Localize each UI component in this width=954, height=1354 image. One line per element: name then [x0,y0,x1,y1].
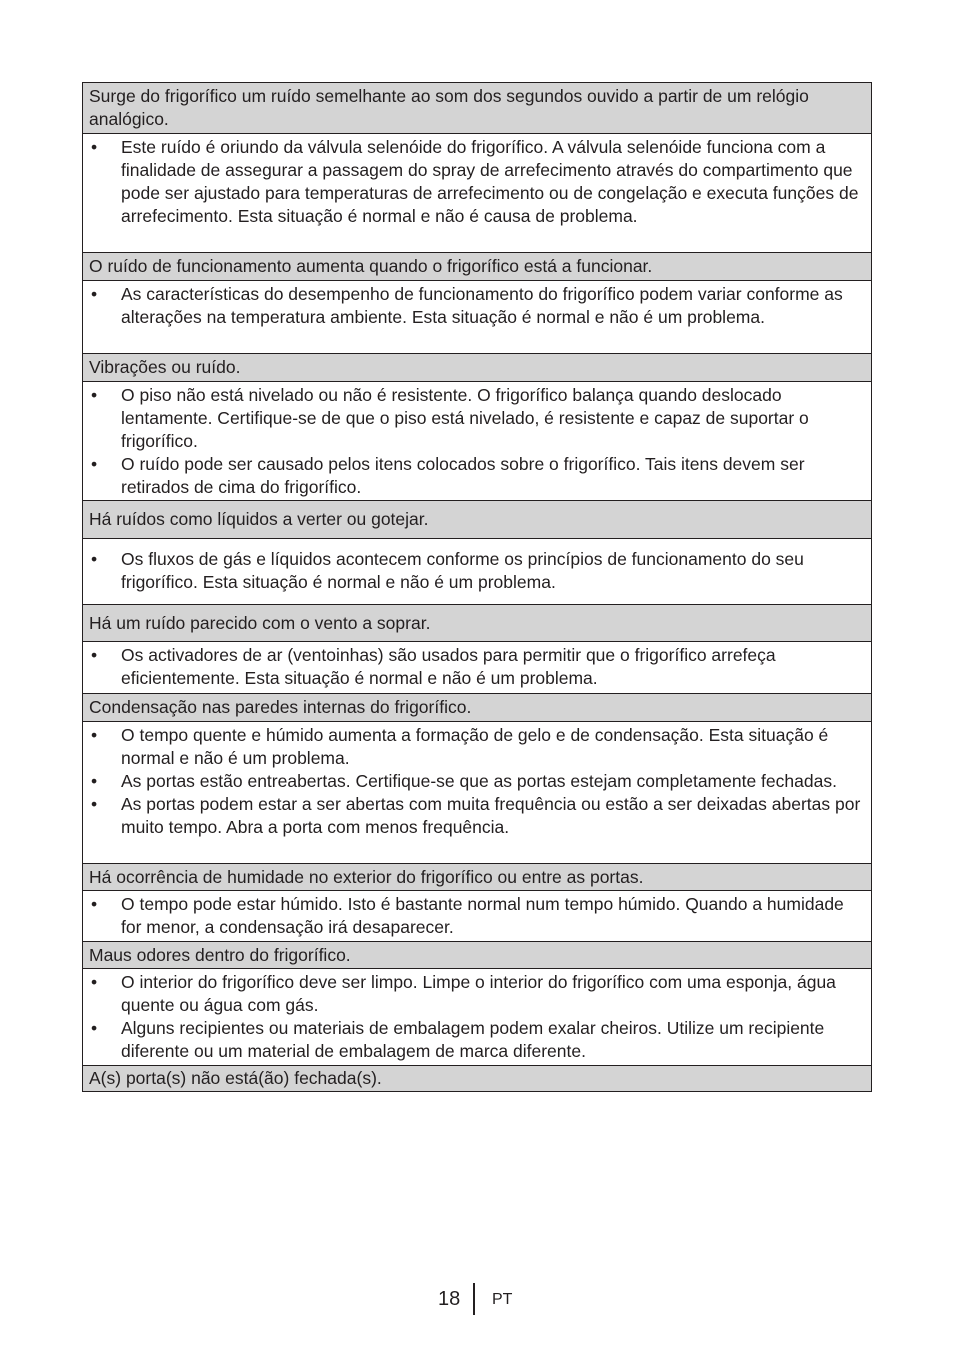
section-header: Vibrações ou ruído. [83,353,871,381]
section-body [83,641,871,693]
section-header: O ruído de funcionamento aumenta quando o frigorífico está a funcionar. [83,252,871,280]
list-item: • O interior do frigorífico deve ser limpo. Limpe o interior do frigorífico com uma esponja, água quente ou água com gás. [89,971,863,1017]
bullet-list [89,384,863,499]
page-number: 18 [438,1288,461,1310]
bullet-list [89,971,863,1063]
list-item: • As características do desempenho de funcionamento do frigorífico podem variar conforme as alterações na temperatura ambiente. Esta situação é normal e não é um problema. [89,283,863,329]
troubleshooting-table [82,82,872,1092]
section-body [83,968,871,1065]
list-item: • As portas podem estar a ser abertas com muita frequência ou estão a ser deixadas abertas por muito tempo. Abra a porta com menos frequência. [89,793,863,839]
bullet-list [89,548,863,594]
list-item: • Os activadores de ar (ventoinhas) são usados para permitir que o frigorífico arrefeça eficientemente. Esta situação é normal e não é um problema. [89,644,863,690]
list-item: • Este ruído é oriundo da válvula selenóide do frigorífico. A válvula selenóide funciona com a finalidade de assegurar a passagem do spray de arrefecimento através do compartimento que pode ser ajustado para temperaturas de arrefecimento ou de congelação e executa funções de arrefecimento. Esta situação é normal e não é causa de problema. [89,136,863,228]
bullet-list [89,136,863,228]
section-body [83,133,871,252]
language-code: PT [492,1291,513,1308]
section-header: Há ruídos como líquidos a verter ou gotejar. [83,500,871,538]
list-item: • O piso não está nivelado ou não é resistente. O frigorífico balança quando deslocado lentamente. Certifique-se de que o piso está nivelado, é resistente e capaz de suportar o frigorífico. [89,384,863,453]
section-body [83,538,871,604]
bullet-list [89,893,863,939]
section-body [83,381,871,500]
list-item: • As portas estão entreabertas. Certifique-se que as portas estejam completamente fechadas. [89,770,863,793]
bullet-list [89,644,863,690]
section-header: Maus odores dentro do frigorífico. [83,941,871,968]
section-header: Condensação nas paredes internas do frigorífico. [83,693,871,721]
page-footer [0,1283,954,1315]
list-item: • Os fluxos de gás e líquidos acontecem conforme os princípios de funcionamento do seu frigorífico. Esta situação é normal e não é um problema. [89,548,863,594]
section-body [83,721,871,863]
list-item: • Alguns recipientes ou materiais de embalagem podem exalar cheiros. Utilize um recipiente diferente ou um material de embalagem de marca diferente. [89,1017,863,1063]
bullet-list [89,724,863,839]
bullet-list [89,283,863,329]
section-body [83,280,871,353]
section-header: Há um ruído parecido com o vento a soprar. [83,604,871,641]
section-header: Surge do frigorífico um ruído semelhante ao som dos segundos ouvido a partir de um relógio analógico. [83,83,871,133]
section-body [83,890,871,941]
list-item: • O tempo quente e húmido aumenta a formação de gelo e de condensação. Esta situação é normal e não é um problema. [89,724,863,770]
section-header: Há ocorrência de humidade no exterior do frigorífico ou entre as portas. [83,863,871,890]
list-item: • O tempo pode estar húmido. Isto é bastante normal num tempo húmido. Quando a humidade for menor, a condensação irá desaparecer. [89,893,863,939]
footer-divider [473,1283,475,1315]
section-header: A(s) porta(s) não está(ão) fechada(s). [83,1065,871,1091]
list-item: • O ruído pode ser causado pelos itens colocados sobre o frigorífico. Tais itens devem ser retirados de cima do frigorífico. [89,453,863,499]
